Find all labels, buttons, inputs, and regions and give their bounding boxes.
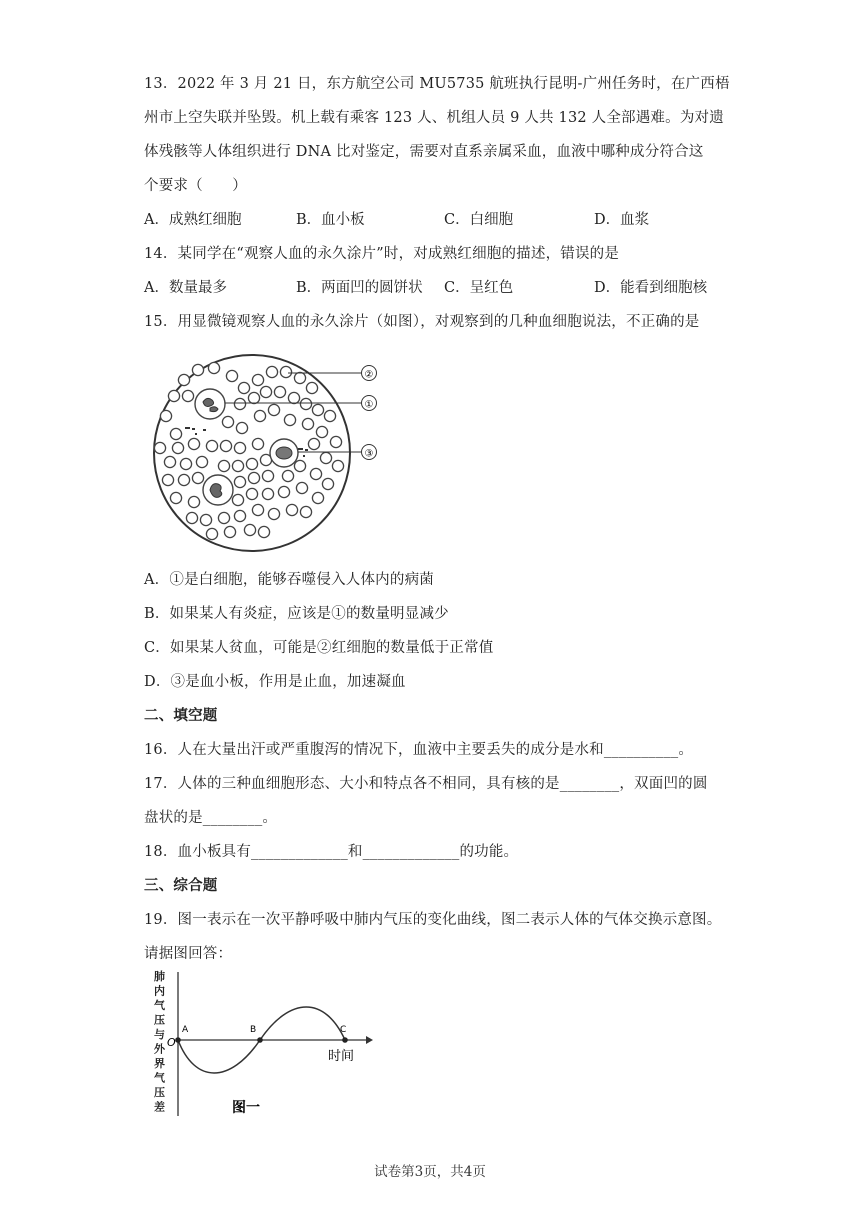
point-c-label: C bbox=[340, 1025, 347, 1035]
red-blood-cell bbox=[160, 410, 171, 421]
red-blood-cell bbox=[280, 366, 291, 377]
red-blood-cell bbox=[294, 372, 305, 383]
red-blood-cell bbox=[234, 510, 245, 521]
q19-line-2: 请据图回答： bbox=[144, 946, 233, 962]
y-axis-label-char: 气 bbox=[154, 1071, 165, 1085]
red-blood-cell bbox=[192, 472, 203, 483]
red-blood-cell bbox=[282, 470, 293, 481]
q15-stem: 15．用显微镜观察人血的永久涂片（如图），对观察到的几种血细胞说法，不正确的是 bbox=[144, 314, 700, 330]
blood-smear-figure bbox=[140, 348, 390, 558]
red-blood-cell bbox=[234, 398, 245, 409]
red-blood-cell bbox=[300, 506, 311, 517]
red-blood-cell bbox=[236, 422, 247, 433]
q14-option-d: D．能看到细胞核 bbox=[594, 280, 708, 296]
white-blood-cell-3 bbox=[203, 475, 233, 505]
red-blood-cell bbox=[192, 364, 203, 375]
point-c-dot bbox=[342, 1037, 348, 1043]
red-blood-cell bbox=[226, 370, 237, 381]
white-blood-cell-1 bbox=[195, 389, 225, 419]
q18: 18．血小板具有_____________和_____________的功能。 bbox=[144, 844, 519, 860]
red-blood-cell bbox=[262, 488, 273, 499]
q13-option-a: A．成熟红细胞 bbox=[144, 212, 242, 228]
red-blood-cell bbox=[188, 496, 199, 507]
red-blood-cell bbox=[208, 362, 219, 373]
figure-caption: 图一 bbox=[232, 1100, 260, 1116]
red-blood-cell bbox=[260, 386, 271, 397]
section-comprehensive: 三、综合题 bbox=[144, 877, 218, 894]
q13-line-3: 体残骸等人体组织进行 DNA 比对鉴定，需要对直系亲属采血，血液中哪种成分符合这 bbox=[144, 144, 704, 160]
red-blood-cell bbox=[302, 418, 313, 429]
red-blood-cell bbox=[222, 416, 233, 427]
red-blood-cell bbox=[182, 390, 193, 401]
red-blood-cell bbox=[164, 456, 175, 467]
red-blood-cell bbox=[252, 438, 263, 449]
q15-option-a: A．①是白细胞，能够吞噬侵入人体内的病菌 bbox=[144, 572, 434, 588]
red-blood-cell bbox=[244, 524, 255, 535]
red-blood-cell bbox=[178, 374, 189, 385]
q15-option-d: D．③是血小板，作用是止血，加速凝血 bbox=[144, 674, 406, 690]
origin-label: O bbox=[167, 1036, 176, 1049]
red-blood-cell bbox=[170, 428, 181, 439]
red-blood-cell bbox=[320, 452, 331, 463]
label-2: ② bbox=[364, 369, 374, 381]
q13-line-4: 个要求（ ） bbox=[144, 178, 247, 194]
red-blood-cell bbox=[330, 436, 341, 447]
red-blood-cell bbox=[252, 504, 263, 515]
red-blood-cell bbox=[308, 438, 319, 449]
section-fill-in: 二、填空题 bbox=[144, 707, 218, 724]
red-blood-cell bbox=[154, 442, 165, 453]
q17-line-1: 17．人体的三种血细胞形态、大小和特点各不相同，具有核的是________，双面凹的圆 bbox=[144, 776, 708, 792]
red-blood-cell bbox=[248, 392, 259, 403]
q13-line-1: 13．2022 年 3 月 21 日，东方航空公司 MU5735 航班执行昆明-广州任务时，在广西梧 bbox=[144, 76, 730, 92]
red-blood-cell bbox=[234, 442, 245, 453]
red-blood-cell bbox=[224, 526, 235, 537]
y-axis-label-char: 外 bbox=[154, 1042, 165, 1056]
red-blood-cell bbox=[238, 382, 249, 393]
red-blood-cell bbox=[206, 440, 217, 451]
red-blood-cell bbox=[306, 382, 317, 393]
q13-option-b: B．血小板 bbox=[296, 212, 365, 228]
red-blood-cell bbox=[310, 468, 321, 479]
red-blood-cell bbox=[312, 404, 323, 415]
red-blood-cell bbox=[178, 474, 189, 485]
red-blood-cell bbox=[300, 398, 311, 409]
red-blood-cell bbox=[168, 390, 179, 401]
red-blood-cell bbox=[248, 472, 259, 483]
point-a-dot bbox=[175, 1037, 181, 1043]
red-blood-cell bbox=[218, 460, 229, 471]
q19-line-1: 19．图一表示在一次平静呼吸中肺内气压的变化曲线，图二表示人体的气体交换示意图。 bbox=[144, 912, 722, 928]
x-axis-label: 时间 bbox=[328, 1049, 355, 1064]
white-blood-cell-2 bbox=[270, 439, 298, 467]
red-blood-cell bbox=[196, 456, 207, 467]
q17-line-2: 盘状的是________。 bbox=[144, 810, 278, 826]
red-blood-cell bbox=[218, 512, 229, 523]
y-axis-label-char: 界 bbox=[154, 1057, 165, 1070]
q14-option-b: B．两面凹的圆饼状 bbox=[296, 280, 423, 296]
y-axis-label-char: 差 bbox=[154, 1100, 165, 1114]
figure-one-pressure-curve bbox=[140, 966, 390, 1126]
q13-option-c: C．白细胞 bbox=[444, 212, 514, 228]
y-axis-label-char: 肺 bbox=[154, 970, 165, 983]
red-blood-cell bbox=[234, 476, 245, 487]
red-blood-cell bbox=[246, 488, 257, 499]
y-axis-label-char: 内 bbox=[154, 984, 165, 998]
red-blood-cell bbox=[254, 410, 265, 421]
red-blood-cell bbox=[200, 514, 211, 525]
red-blood-cell bbox=[252, 374, 263, 385]
red-blood-cell bbox=[220, 440, 231, 451]
red-blood-cell bbox=[268, 404, 279, 415]
page-footer: 试卷第3页，共4页 bbox=[374, 1164, 486, 1180]
q13-option-d: D．血浆 bbox=[594, 212, 650, 228]
y-axis-label-char: 压 bbox=[154, 1013, 165, 1027]
q15-option-b: B．如果某人有炎症，应该是①的数量明显减少 bbox=[144, 606, 449, 622]
q13-line-2: 州市上空失联并坠毁。机上载有乘客 123 人、机组人员 9 人共 132 人全部遇难。为对遗 bbox=[144, 110, 724, 126]
y-axis-label bbox=[154, 969, 166, 1114]
red-blood-cell bbox=[262, 470, 273, 481]
point-a-label: A bbox=[182, 1025, 189, 1035]
red-blood-cell bbox=[186, 512, 197, 523]
point-b-label: B bbox=[250, 1025, 257, 1035]
red-blood-cell bbox=[324, 410, 335, 421]
red-blood-cell bbox=[296, 482, 307, 493]
red-blood-cell bbox=[322, 478, 333, 489]
point-b-dot bbox=[257, 1037, 263, 1043]
red-blood-cell bbox=[172, 442, 183, 453]
red-blood-cell bbox=[288, 392, 299, 403]
red-blood-cell bbox=[246, 458, 257, 469]
red-blood-cell bbox=[206, 528, 217, 539]
q14-option-c: C．呈红色 bbox=[444, 280, 514, 296]
red-blood-cell bbox=[180, 458, 191, 469]
red-blood-cell bbox=[162, 474, 173, 485]
y-axis-label-char: 与 bbox=[154, 1028, 165, 1041]
red-blood-cell bbox=[316, 426, 327, 437]
red-blood-cell bbox=[266, 366, 277, 377]
red-blood-cell bbox=[284, 414, 295, 425]
red-blood-cell bbox=[188, 438, 199, 449]
red-blood-cell bbox=[332, 460, 343, 471]
q15-option-c: C．如果某人贫血，可能是②红细胞的数量低于正常值 bbox=[144, 640, 494, 656]
red-blood-cell bbox=[274, 386, 285, 397]
red-blood-cell bbox=[268, 508, 279, 519]
red-blood-cell bbox=[170, 492, 181, 503]
red-blood-cell bbox=[286, 504, 297, 515]
red-blood-cell bbox=[258, 526, 269, 537]
label-3: ③ bbox=[364, 448, 374, 460]
red-blood-cell bbox=[312, 492, 323, 503]
label-1: ① bbox=[364, 399, 374, 411]
red-blood-cell bbox=[232, 460, 243, 471]
y-axis-label-char: 压 bbox=[154, 1086, 165, 1099]
red-blood-cell bbox=[232, 494, 243, 505]
red-blood-cell bbox=[294, 460, 305, 471]
y-axis-label-char: 气 bbox=[154, 999, 165, 1012]
q14-stem: 14．某同学在“观察人血的永久涂片”时，对成熟红细胞的描述，错误的是 bbox=[144, 246, 620, 262]
red-blood-cell bbox=[278, 486, 289, 497]
q14-option-a: A．数量最多 bbox=[144, 280, 227, 296]
q16: 16．人在大量出汗或严重腹泻的情况下，血液中主要丢失的成分是水和__________。 bbox=[144, 742, 694, 758]
